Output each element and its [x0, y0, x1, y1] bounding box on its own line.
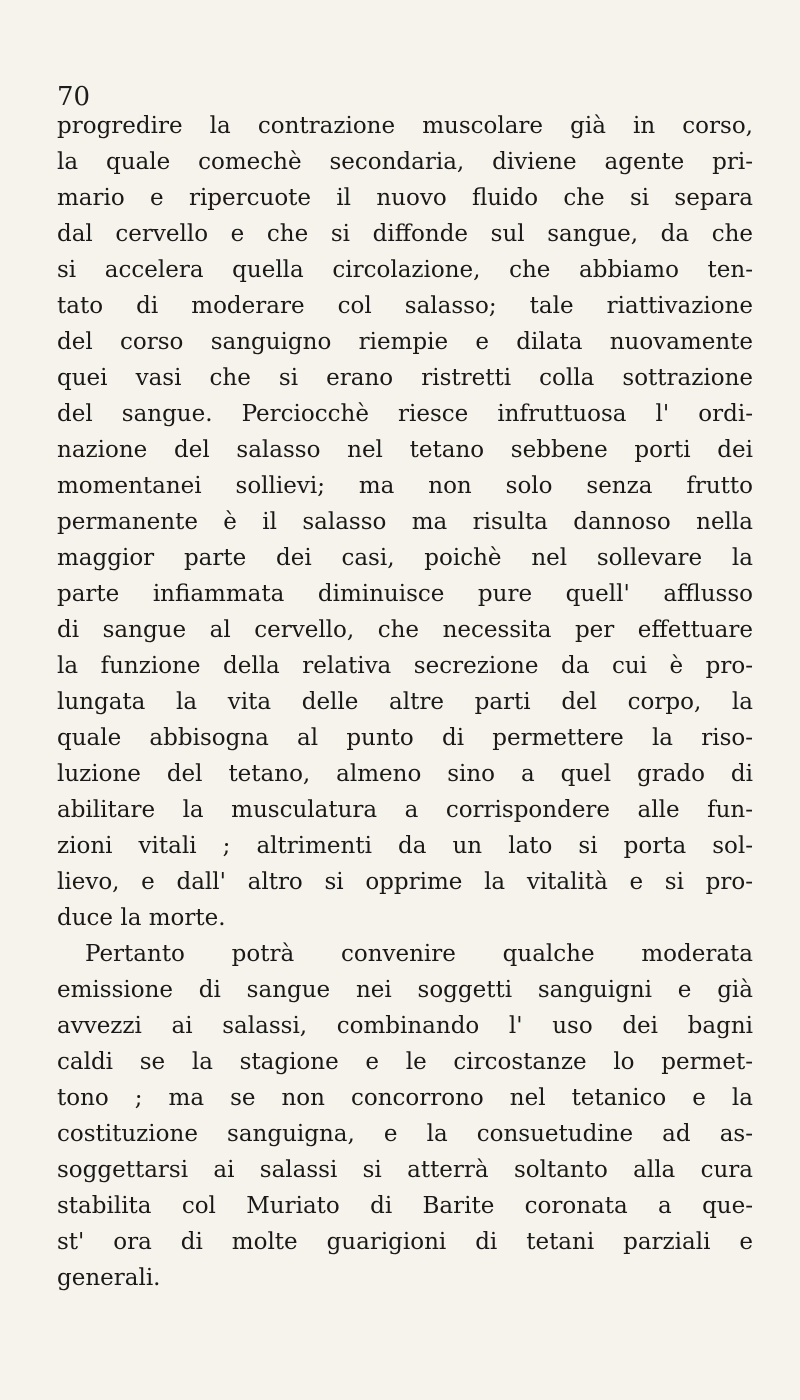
text-line: abilitare la musculatura a corrispondere alle fun- [57, 797, 753, 823]
text-line: Pertanto potrà convenire qualche moderata [85, 941, 753, 967]
text-line: stabilita col Muriato di Barite coronata a que- [57, 1193, 753, 1219]
text-line: caldi se la stagione e le circostanze lo permet- [57, 1049, 753, 1075]
text-line: quale abbisogna al punto di permettere la riso- [57, 725, 753, 751]
text-line: di sangue al cervello, che necessita per effettuare [57, 617, 753, 643]
text-line: duce la morte. [57, 905, 226, 931]
text-line: la funzione della relativa secrezione da cui è pro- [57, 653, 753, 679]
text-line: tato di moderare col salasso; tale riattivazione [57, 293, 753, 319]
page-number: 70 [57, 82, 91, 112]
text-line: soggettarsi ai salassi si atterrà soltanto alla cura [57, 1157, 753, 1183]
text-line: del sangue. Perciocchè riesce infruttuosa l' ordi- [57, 401, 753, 427]
text-line: mario e ripercuote il nuovo fluido che si separa [57, 185, 753, 211]
text-line: lievo, e dall' altro si opprime la vitalità e si pro- [57, 869, 753, 895]
text-line: del corso sanguigno riempie e dilata nuovamente [57, 329, 753, 355]
text-line: zioni vitali ; altrimenti da un lato si porta sol- [57, 833, 753, 859]
text-line: nazione del salasso nel tetano sebbene porti dei [57, 437, 753, 463]
text-line: st' ora di molte guarigioni di tetani parziali e [57, 1229, 753, 1255]
body-text [57, 108, 753, 1296]
text-line: lungata la vita delle altre parti del corpo, la [57, 689, 753, 715]
text-line: luzione del tetano, almeno sino a quel grado di [57, 761, 753, 787]
text-line: la quale comechè secondaria, diviene agente pri- [57, 149, 753, 175]
text-line: progredire la contrazione muscolare già in corso, [57, 113, 753, 139]
text-line: tono ; ma se non concorrono nel tetanico e la [57, 1085, 753, 1111]
text-line: si accelera quella circolazione, che abbiamo ten- [57, 257, 753, 283]
text-line: dal cervello e che si diffonde sul sangue, da che [57, 221, 753, 247]
text-line: generali. [57, 1265, 161, 1291]
text-line: parte infiammata diminuisce pure quell' afflusso [57, 581, 753, 607]
text-line: maggior parte dei casi, poichè nel sollevare la [57, 545, 753, 571]
text-line: permanente è il salasso ma risulta dannoso nella [57, 509, 753, 535]
text-line: emissione di sangue nei soggetti sanguigni e già [57, 977, 753, 1003]
text-line: quei vasi che si erano ristretti colla sottrazione [57, 365, 753, 391]
text-line: momentanei sollievi; ma non solo senza frutto [57, 473, 753, 499]
text-line: costituzione sanguigna, e la consuetudine ad as- [57, 1121, 753, 1147]
text-line: avvezzi ai salassi, combinando l' uso dei bagni [57, 1013, 753, 1039]
